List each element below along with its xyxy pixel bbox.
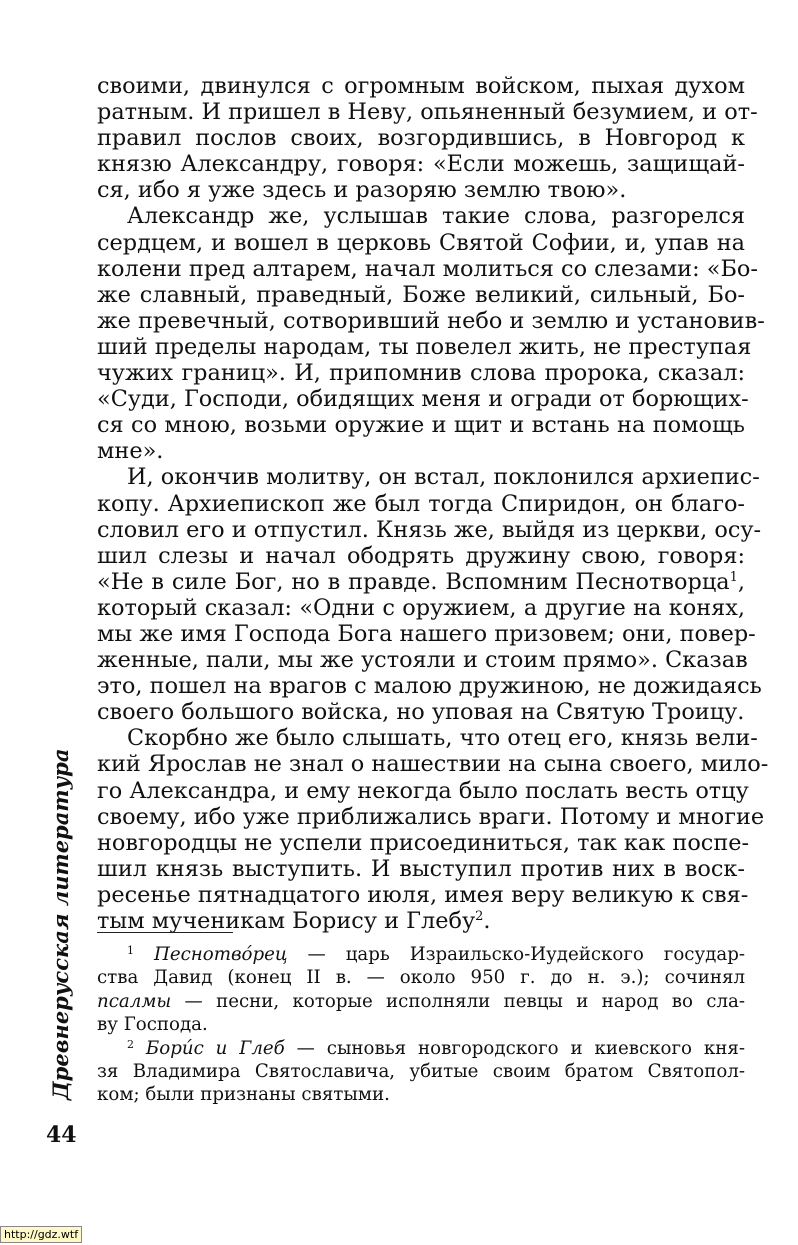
text-segment: тым мученикам Борису и Глебу [97,908,476,934]
footnote-1-line [97,943,745,966]
text-line-with-footnote: «Не в силе Бог, но в правде. Вспомним Песнотворца$^1$, [97,568,745,595]
text-line: князю Александру, говоря: «Если можешь, защищай- [97,151,745,178]
watermark-link[interactable]: http://gdz.wtf [0,1226,82,1243]
text-line: го Александра, и ему некогда было послать весть отцу [97,777,749,804]
text-line: кий Ярослав не знал о нашествии на сына своего, мило- [97,751,769,778]
footnote-2-line: зя Владимира Святославича, убитые своим братом Святопол- [97,1061,745,1083]
text-line: Скорбно же было слышать, что отец его, князь вели- [127,725,758,752]
text-line: же славный, праведный, Боже великий, сильный, Бо- [97,281,745,308]
text-line: колени пред алтарем, начал молиться со слезами: «Бо- [97,255,758,282]
footnote-2-line: ком; были признаны святыми. [97,1084,390,1106]
footnote-mark-2: 2 [475,909,484,924]
text-line: ресенье пятнадцатого июля, имея веру великую к свя- [97,881,749,908]
footnote-divider [97,932,233,933]
text-line: И, окончив молитву, он встал, поклонился архиепис- [127,464,760,491]
footnote-2-term: Бори́с и Глеб [145,1037,285,1059]
footnote-1-line: ву Господа. [97,1014,208,1036]
text-line: правил послов своих, возгордившись, в Новгород к [97,125,745,152]
text-line: сердцем, и вошел в церковь Святой Софии, и, упав на [97,229,745,256]
footnote-1-mark: 1 [127,944,134,957]
footnotes [97,943,745,1107]
footnote-1-text: — песни, которые исполняли певцы и народ во сла- [171,990,745,1012]
text-line: ся со мною, возьми оружие и щит и встань на помощь [97,412,745,439]
footnote-2-mark: 2 [127,1037,134,1051]
text-line: словил его и отпустил. Князь же, выйдя из церкви, осу- [97,516,762,543]
text-line: новгородцы не успели присоединиться, так как поспе- [97,829,750,856]
footnote-1-line [97,990,745,1013]
text-line: копу. Архиепископ же был тогда Спиридон, он благо- [97,490,745,517]
text-line: чужих границ». И, припомнив слова пророка, сказал: [97,360,745,387]
text-line-with-footnote: тым мученикам Борису и Глебу$^2$. [97,908,491,934]
text-line: Александр же, услышав такие слова, разгорелся [127,203,745,230]
footnote-2-text: — сыновья новгородского и киевского кня- [284,1037,745,1059]
footnote-1-term: Песнотво́рец [153,944,288,965]
text-line: своему, ибо уже приближались враги. Потому и многие [97,803,765,830]
text-line: ратным. И пришел в Неву, опьяненный безумием, и от- [97,99,758,126]
footnote-2-line [97,1037,745,1060]
footnote-1-text: — царь Израильско-Иудейского государ- [287,944,745,965]
text-line: же превечный, сотворивший небо и землю и установив- [97,307,765,334]
text-line: шил князь выступить. И выступил против них в воск- [97,855,745,882]
text-line: мне». [97,438,164,465]
text-line: «Суди, Господи, обидящих меня и огради от борющих- [97,386,749,413]
text-line: ся, ибо я уже здесь и разоряю землю твою». [97,177,627,204]
text-line: шил слезы и начал ободрять дружину свою, говоря: [97,542,745,569]
text-line: своими, двинулся с огромным войском, пыхая духом [97,73,745,99]
footnote-mark-1: 1 [729,569,738,585]
text-line: который сказал: «Одни с оружием, а другие на конях, [97,594,745,621]
footnote-1-line: ства Давид (конец II в. — около 950 г. до н. э.); сочинял [97,967,745,989]
side-section-title: Древнерусская литература [48,748,73,1100]
text-line: своего большого войска, но уповая на Святую Троицу. [97,699,745,726]
text-segment: «Не в силе Бог, но в правде. Вспомним Песнотворца [97,568,730,595]
text-line: ший пределы народам, ты повелел жить, не преступая [97,333,752,360]
main-text [97,73,769,934]
footnote-1-term2: псалмы [97,990,172,1012]
text-line: женные, пали, мы же устояли и стоим прямо». Сказав [97,647,748,674]
text-line: мы же имя Господа Бога нашего призовем; они, повер- [97,620,756,647]
page-number: 44 [46,1122,77,1148]
text-line: это, пошел на врагов с малою дружиною, не дожидаясь [97,673,762,700]
